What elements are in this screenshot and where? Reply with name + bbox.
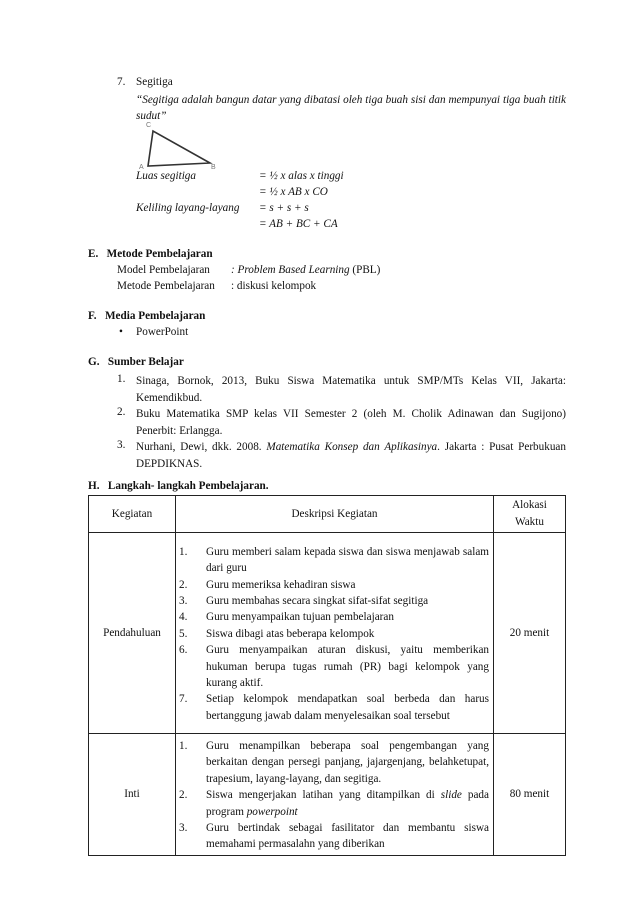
model-value-italic: : Problem Based Learning — [231, 264, 350, 276]
metode-label: Metode Pembelajaran — [117, 280, 215, 292]
step-text: Guru bertindak sebagai fasilitator dan membantu siswa memahami permasalahn yang diberikan — [206, 822, 489, 851]
step-number: 4. — [179, 611, 188, 624]
header-alokasi — [494, 496, 566, 533]
vertex-c-label: C — [146, 122, 152, 129]
vertex-a-label: A — [139, 164, 144, 170]
source-1-text: Sinaga, Bornok, 2013, Buku Siswa Matematika untuk SMP/MTs Kelas VII, Jakarta: Kemendikbud. — [136, 375, 566, 404]
step-item — [176, 577, 489, 593]
source-3-title: Matematika Konsep dan Aplikasinya — [266, 441, 438, 453]
step-item — [176, 691, 489, 724]
step-number: 6. — [179, 644, 188, 657]
step-text-italic: powerpoint — [246, 805, 298, 818]
steps-inti — [176, 734, 493, 855]
step-item — [176, 593, 489, 609]
triangle-shape — [148, 131, 210, 166]
segitiga-definition: “Segitiga adalah bangun datar yang dibatasi oleh tiga buah sisi dan mempunyai tiga buah titik sudut” — [136, 94, 566, 122]
step-item — [176, 738, 489, 787]
source-3-number: 3. — [117, 439, 126, 451]
table-header-row — [89, 496, 566, 533]
model-value-suffix: (PBL) — [349, 264, 381, 276]
step-item — [176, 642, 489, 691]
deskripsi-pendahuluan — [176, 533, 494, 734]
source-3-text — [136, 439, 566, 472]
step-item — [176, 820, 489, 853]
step-item — [176, 787, 489, 820]
heading-media-pembelajaran: F. Media Pembelajaran — [88, 310, 206, 322]
step-number: 7. — [179, 693, 188, 706]
header-kegiatan: Kegiatan — [89, 496, 176, 533]
steps-pendahuluan — [176, 540, 493, 726]
deskripsi-inti — [176, 734, 494, 856]
luas-formula-2: = ½ x AB x CO — [259, 186, 328, 198]
step-item — [176, 609, 489, 625]
step-text: Guru menyampaikan tujuan pembelajaran — [206, 611, 394, 624]
alokasi-inti: 80 menit — [494, 734, 566, 856]
step-number: 1. — [179, 740, 188, 752]
step-number: 2. — [179, 578, 188, 591]
bullet-icon: • — [119, 326, 123, 338]
step-number: 5. — [179, 627, 188, 640]
source-3-pre: Nurhani, Dewi, dkk. 2008. — [136, 441, 267, 453]
step-text: Guru memberi salam kepada siswa dan siswa menjawab salam dari guru — [206, 545, 489, 575]
luas-label: Luas segitiga — [136, 170, 196, 182]
step-text — [206, 787, 489, 820]
step-item — [176, 544, 489, 577]
step-text-part: Siswa mengerjakan latihan yang ditampilkan di — [206, 789, 441, 802]
header-alokasi-line2: Waktu — [515, 516, 544, 528]
source-2-text: Buku Matematika SMP kelas VII Semester 2 (oleh M. Cholik Adinawan dan Sugijono) Penerbit: Erlangga. — [136, 408, 566, 437]
step-text: Guru membahas secara singkat sifat-sifat segitiga — [206, 594, 429, 607]
item-number-7: 7. — [117, 76, 126, 88]
langkah-table — [88, 495, 566, 856]
step-text-italic: slide — [440, 789, 462, 802]
step-text: Setiap kelompok mendapatkan soal berbeda dan harus bertanggung jawab dalam menyelesaikan soal tersebut — [206, 693, 489, 722]
step-number: 3. — [179, 822, 188, 835]
step-number: 1. — [179, 545, 188, 558]
section-title-segitiga: Segitiga — [136, 76, 173, 88]
metode-value: : diskusi kelompok — [231, 280, 317, 292]
model-label: Model Pembelajaran — [117, 264, 210, 276]
model-value — [231, 264, 380, 276]
table-row-pendahuluan — [89, 533, 566, 734]
header-alokasi-line1: Alokasi — [512, 499, 547, 511]
keliling-label: Keliling layang-layang — [136, 202, 240, 214]
kegiatan-pendahuluan: Pendahuluan — [89, 533, 176, 734]
step-item — [176, 626, 489, 642]
kegiatan-inti: Inti — [89, 734, 176, 856]
header-deskripsi: Deskripsi Kegiatan — [176, 496, 494, 533]
alokasi-pendahuluan: 20 menit — [494, 533, 566, 734]
heading-metode-pembelajaran: E. Metode Pembelajaran — [88, 248, 213, 260]
step-text: Guru menyampaikan aturan diskusi, yaitu memberikan hukuman berupa tugas rumah (PR) bagi kelompok yang kurang aktif. — [206, 644, 489, 690]
step-text-part: pada program — [206, 789, 489, 818]
source-2-number: 2. — [117, 406, 126, 418]
step-number: 3. — [179, 594, 188, 607]
step-text: Guru memeriksa kehadiran siswa — [206, 578, 356, 591]
keliling-formula-1: = s + s + s — [259, 202, 309, 214]
luas-formula-1: = ½ x alas x tinggi — [259, 170, 344, 182]
step-text: Siswa dibagi atas beberapa kelompok — [206, 627, 375, 640]
step-number: 2. — [179, 789, 188, 802]
step-text: Guru menampilkan beberapa soal pengembangan yang berkaitan dengan persegi panjang, jajargenjang, belahketupat, trapesium, layang-layang, dan segitiga. — [206, 740, 489, 785]
source-1-number: 1. — [117, 373, 126, 385]
vertex-b-label: B — [211, 164, 216, 170]
heading-langkah-pembelajaran: H. Langkah- langkah Pembelajaran. — [88, 480, 269, 492]
heading-sumber-belajar: G. Sumber Belajar — [88, 356, 184, 368]
triangle-figure — [136, 118, 222, 170]
table-row-inti — [89, 734, 566, 856]
keliling-formula-2: = AB + BC + CA — [259, 218, 338, 230]
media-item-powerpoint: PowerPoint — [136, 326, 189, 338]
source-3-post: . Jakarta : Pusat Perbukuan DEPDIKNAS. — [136, 441, 566, 470]
